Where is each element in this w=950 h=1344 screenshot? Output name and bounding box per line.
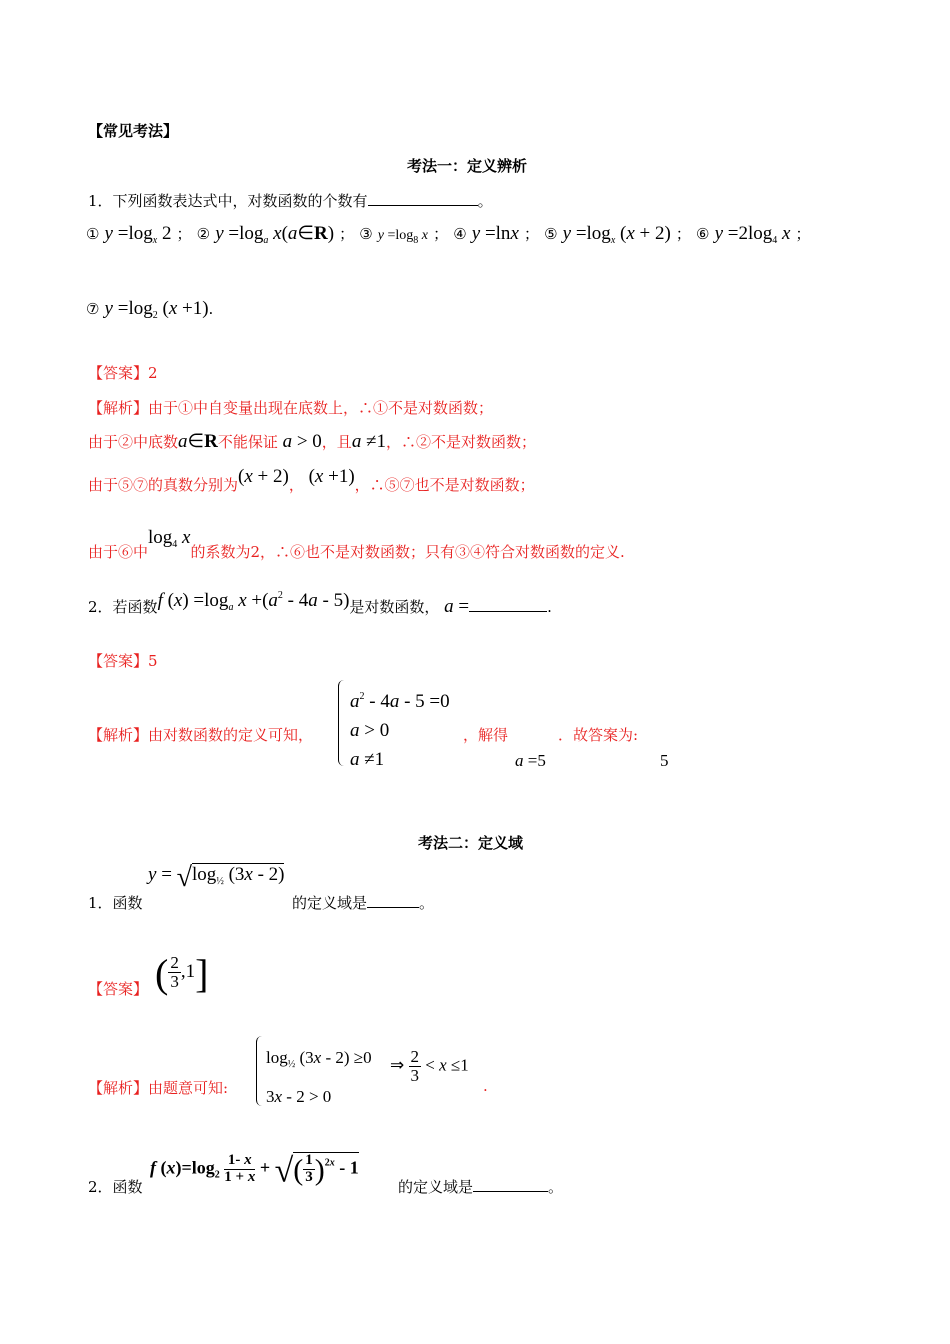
m1-q2-result: 5 [660,751,669,770]
formula-opt6: $y =2\log_4$ x [714,223,791,246]
m2-q2-stem-end: 的定义域是 。 [398,1178,564,1196]
m1-q2-stem: 2．若函数f $(x) =\log_a$ $x +(a^2 - 4a - 5)$是对数函数， a = . [88,590,552,617]
answer-blank [473,1177,548,1192]
m2-q2-stem-pre: 2．函数 [88,1178,143,1196]
m1-q2-analysis-mid: ，解得 [463,726,509,744]
formula-opt7: $y =\log_2$ (x +1) [104,298,209,321]
m1-q2-analysis-end: ．故答案为: [558,726,639,744]
system-equations: $a^2 - 4a - 5 =0$ a > 0 a ≠1 [350,691,450,770]
formula-m2-q1: $y = √\log_{\frac{1}{2}}$ (3x - 2) [148,862,285,893]
formula-opt5: $y =\log_x$ (x + 2) [562,223,671,246]
system-brace [338,680,344,766]
m1-q1-stem: 1．下列函数表达式中，对数函数的个数有 。 [88,192,493,210]
m1-q1-options: ① $y =\log_x$ 2 ； ② $y =\log_a$ x(a∈R) ； ③ $y =\log_8$ x ； ④ y =lnx ； ⑤ $y =\log_x$ (x + 2) ； ⑥ $y =2\log_4$ x ； [86,223,811,246]
implication: ⇒ $\frac{2}{3}$ < x ≤1 [390,1047,469,1085]
q-text: 下列函数表达式中，对数函数的个数有 [112,192,368,210]
m1-q1-analysis-line1: 【解析】由于①中自变量出现在底数上，∴①不是对数函数； [88,399,494,417]
method1-title: 考法一：定义辨析 [407,157,528,175]
answer-blank [367,893,419,908]
m1-q1-analysis-line4: 由于⑥中$\log_4 x$的系数为2，∴⑥也不是对数函数；只有③④符合对数函数的定义. [88,527,625,561]
formula-opt2: $y =\log_a$ x(a∈R) [215,223,335,246]
m2-q1-analysis: 【解析】由题意可知: [88,1079,229,1097]
m1-q1-analysis-line3: 由于⑤⑦的真数分别为(x + 2)， (x +1)，∴⑤⑦也不是对数函数； [88,466,535,494]
m2-q1-answer-interval: ( $\frac{2}{3}$ ,1] [155,951,209,996]
formula-opt3: $y =\log_8$ x [377,228,428,246]
m1-q1-answer: 【答案】2 [88,364,158,382]
m1-q1-analysis-line2: 由于②中底数a∈R不能保证 a > 0，且a ≠1，∴②不是对数函数； [88,431,537,452]
m2-q1-answer-tag: 【答案】 [88,980,149,998]
answer-blank [469,597,547,612]
m1-q2-answer: 【答案】5 [88,652,158,670]
method2-title: 考法二：定义域 [418,834,524,852]
formula-m2-q2: f $(x)=\log_2$ $\frac{1- x}{1 + x}$ + √( $\frac{1}{3}$ )$^{2x}$ - 1 [150,1152,359,1190]
formula-q2: f $(x) =\log_a$ $x +(a^2 - 4a - 5)$ [157,590,350,613]
formula-opt1: $y =\log_x$ 2 [104,223,172,246]
m2-q1-stem-end: 的定义域是 。 [292,894,435,912]
system-brace-2 [256,1036,262,1106]
section-header: 【常见考法】 [88,122,179,140]
formula-opt4: y =lnx [471,223,519,244]
m1-q2-solution: a =5 [515,751,546,770]
system-inequalities: $\log_{\frac{1}{2}} (3x - 2) \ge 0$ 3x - 2 > 0 [266,1048,372,1106]
m2-q1-stem-pre: 1．函数 [88,894,143,912]
answer-blank [368,191,478,206]
m1-q1-option7: ⑦ $y =\log_2$ (x +1). [86,298,214,321]
q-number: 1． [88,192,113,210]
m1-q2-analysis: 【解析】由对数函数的定义可知， [88,726,314,744]
m2-q1-end-dot: . [483,1077,488,1095]
